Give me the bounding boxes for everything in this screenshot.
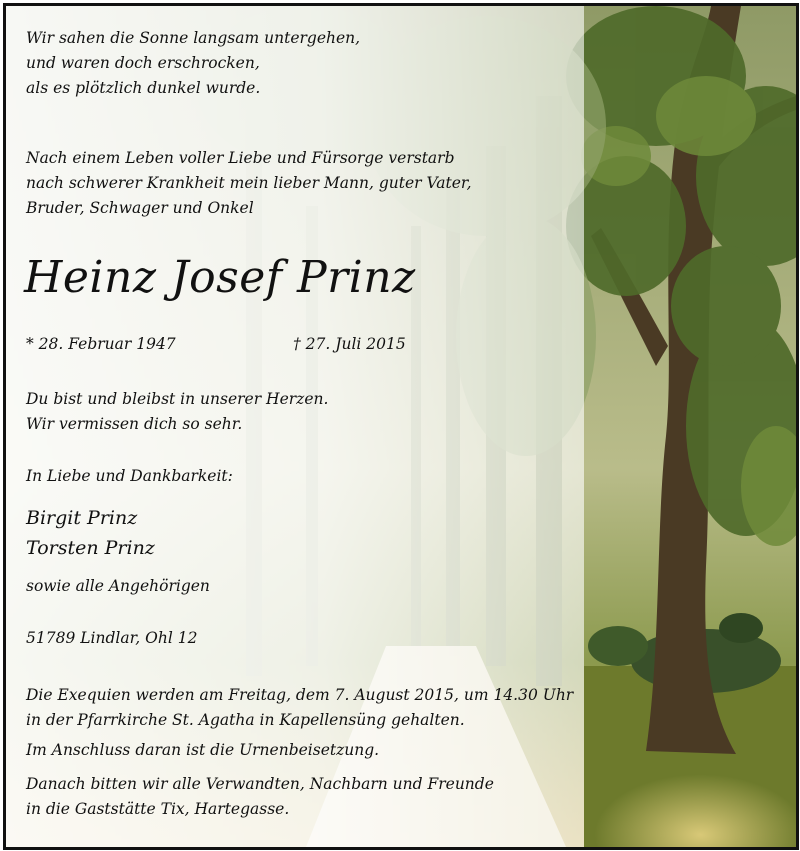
mourner-name: Torsten Prinz — [26, 537, 155, 559]
relatives-line: sowie alle Angehörigen — [26, 577, 210, 595]
invitation — [26, 772, 494, 822]
invitation-line: Danach bitten wir alle Verwandten, Nachbarn und Freunde — [26, 775, 494, 793]
service-details — [26, 683, 573, 733]
obituary-card — [3, 3, 799, 850]
announcement-line: Nach einem Leben voller Liebe und Fürsorge verstarb — [26, 149, 455, 167]
birth-date: * 28. Februar 1947 — [26, 335, 176, 353]
death-date: † 27. Juli 2015 — [293, 335, 406, 353]
remembrance-line: Du bist und bleibst in unserer Herzen. — [26, 390, 329, 408]
gratitude-line: In Liebe und Dankbarkeit: — [26, 467, 233, 485]
invitation-line: in die Gaststätte Tix, Hartegasse. — [26, 800, 290, 818]
urn-burial: Im Anschluss daran ist die Urnenbeisetzung. — [26, 741, 380, 759]
poem-line: als es plötzlich dunkel wurde. — [26, 79, 261, 97]
deceased-name: Heinz Josef Prinz — [24, 252, 416, 303]
intro-poem — [26, 26, 360, 101]
obituary-text — [6, 6, 584, 847]
poem-line: Wir sahen die Sonne langsam untergehen, — [26, 29, 361, 47]
address: 51789 Lindlar, Ohl 12 — [26, 629, 198, 647]
announcement-line: Bruder, Schwager und Onkel — [26, 199, 254, 217]
mourners — [26, 503, 155, 563]
announcement — [26, 146, 472, 221]
remembrance — [26, 387, 328, 437]
mourner-name: Birgit Prinz — [26, 507, 138, 529]
service-line: in der Pfarrkirche St. Agatha in Kapellensüng gehalten. — [26, 711, 465, 729]
service-line: Die Exequien werden am Freitag, dem 7. August 2015, um 14.30 Uhr — [26, 686, 574, 704]
poem-line: und waren doch erschrocken, — [26, 54, 260, 72]
remembrance-line: Wir vermissen dich so sehr. — [26, 415, 243, 433]
announcement-line: nach schwerer Krankheit mein lieber Mann, guter Vater, — [26, 174, 472, 192]
